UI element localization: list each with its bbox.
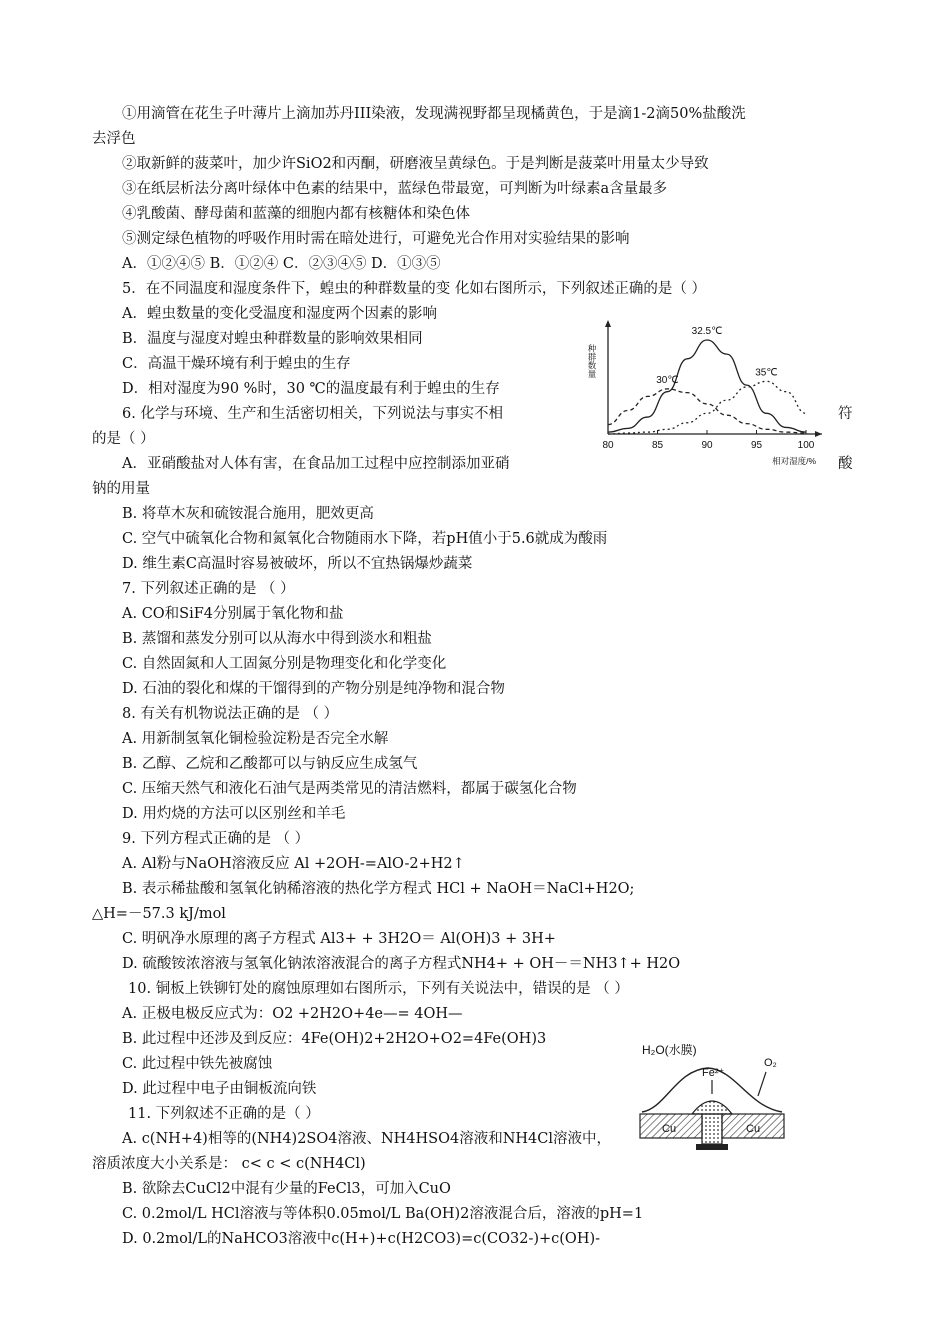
x-axis-arrow bbox=[815, 431, 822, 437]
text-line: D. 用灼烧的方法可以区别丝和羊毛 bbox=[122, 806, 346, 822]
text-line: C．高温干燥环境有利于蝗虫的生存 bbox=[122, 356, 351, 372]
text-line: B. 将草木灰和硫铵混合施用，肥效更高 bbox=[122, 506, 374, 522]
label-cu-left: Cu bbox=[662, 1123, 677, 1135]
text-line: ①用滴管在花生子叶薄片上滴加苏丹III染液，发现满视野都呈现橘黄色，于是滴1-2滴50%盐酸洗 bbox=[122, 106, 746, 122]
text-line: ②取新鲜的菠菜叶，加少许SiO2和丙酮，研磨液呈黄绿色。于是判断是菠菜叶用量太少导致 bbox=[122, 156, 709, 172]
iron-rivet-head bbox=[692, 1101, 732, 1114]
text-line: 10. 铜板上铁铆钉处的腐蚀原理如右图所示，下列有关说法中，错误的是 （ ） bbox=[128, 981, 629, 997]
text-line: B. 表示稀盐酸和氢氧化钠稀溶液的热化学方程式 HCl + NaOH＝NaCl+H2O; bbox=[122, 881, 635, 897]
text-line: A. CO和SiF4分别属于氧化物和盐 bbox=[122, 606, 344, 622]
text-line: 7. 下列叙述正确的是 （ ） bbox=[122, 581, 295, 597]
iron-rivet-base bbox=[696, 1144, 728, 1150]
chart-labels bbox=[587, 326, 816, 466]
x-tick-label: 80 bbox=[602, 440, 614, 451]
text-line: 去浮色 bbox=[92, 131, 136, 147]
text-line: 5．在不同温度和湿度条件下，蝗虫的种群数量的变 化如右图所示，下列叙述正确的是（ ） bbox=[122, 281, 706, 297]
text-line: C. 自然固氮和人工固氮分别是物理变化和化学变化 bbox=[122, 656, 447, 672]
line-fragment-suan: 酸 bbox=[838, 456, 853, 472]
chart-series bbox=[608, 340, 806, 434]
locust-population-chart bbox=[586, 318, 838, 468]
y-axis-label: 种群数量 bbox=[587, 344, 597, 378]
text-line: 6. 化学与环境、生产和生活密切相关，下列说法与事实不相 bbox=[122, 406, 503, 422]
text-line: ③在纸层析法分离叶绿体中色素的结果中，蓝绿色带最宽，可判断为叶绿素a含量最多 bbox=[122, 181, 668, 197]
iron-rivet-shank bbox=[702, 1114, 722, 1144]
text-line: C. 0.2mol/L HCl溶液与等体积0.05mol/L Ba(OH)2溶液混合后，溶液的pH=1 bbox=[122, 1206, 644, 1222]
label-o2: O₂ bbox=[764, 1057, 777, 1069]
text-line: ④乳酸菌、酵母菌和蓝藻的细胞内都有核糖体和染色体 bbox=[122, 206, 470, 222]
text-line: 11. 下列叙述不正确的是（ ） bbox=[128, 1106, 320, 1122]
series-label: 35℃ bbox=[755, 367, 778, 379]
x-tick-label: 95 bbox=[750, 440, 763, 451]
x-axis-label: 相对湿度/% bbox=[772, 456, 816, 466]
text-line: 8. 有关有机物说法正确的是 （ ） bbox=[122, 706, 339, 722]
text-line: C. 空气中硫氧化合物和氮氧化合物随雨水下降，若pH值小于5.6就成为酸雨 bbox=[122, 531, 608, 547]
text-line: A. 正极电极反应式为：O2 +2H2O+4e—= 4OH— bbox=[122, 1006, 463, 1022]
chart-axes bbox=[605, 320, 822, 437]
series-line-2 bbox=[608, 381, 806, 434]
y-axis-arrow bbox=[605, 320, 611, 327]
text-line: 溶质浓度大小关系是： c< c < c(NH4Cl) bbox=[92, 1156, 366, 1172]
text-line: B. 欲除去CuCl2中混有少量的FeCl3，可加入CuO bbox=[122, 1181, 451, 1197]
text-line: 9. 下列方程式正确的是 （ ） bbox=[122, 831, 310, 847]
series-line-0 bbox=[608, 389, 806, 433]
text-line: C. 此过程中铁先被腐蚀 bbox=[122, 1056, 273, 1072]
x-tick-label: 90 bbox=[701, 440, 713, 451]
text-line: D. 0.2mol/L的NaHCO3溶液中c(H+)+c(H2CO3)=c(CO32-)+c(OH)- bbox=[122, 1231, 601, 1247]
text-line: D. 硫酸铵浓溶液与氢氧化钠浓溶液混合的离子方程式NH4+ + OH－＝NH3↑+ H2O bbox=[122, 956, 681, 972]
text-line: C. 明矾净水原理的离子方程式 Al3+ + 3H2O＝ Al(OH)3 + 3H+ bbox=[122, 931, 556, 947]
text-line: A. c(NH+4)相等的(NH4)2SO4溶液、NH4HSO4溶液和NH4Cl溶液中， bbox=[122, 1131, 612, 1147]
text-line: A．亚硝酸盐对人体有害，在食品加工过程中应控制添加亚硝 bbox=[122, 456, 510, 472]
x-tick-label: 85 bbox=[651, 440, 664, 451]
text-line: ⑤测定绿色植物的呼吸作用时需在暗处进行，可避免光合作用对实验结果的影响 bbox=[122, 231, 630, 247]
text-line: A．①②④⑤ B．①②④ C．②③④⑤ D．①③⑤ bbox=[122, 256, 441, 272]
text-line: B．温度与湿度对蝗虫种群数量的影响效果相同 bbox=[122, 331, 423, 347]
line-fragment-fu: 符 bbox=[838, 406, 853, 422]
label-water-film: H₂O(水膜) bbox=[642, 1043, 697, 1057]
text-line: D. 此过程中电子由铜板流向铁 bbox=[122, 1081, 317, 1097]
text-line: A．蝗虫数量的变化受温度和湿度两个因素的影响 bbox=[122, 306, 437, 322]
text-line: A. 用新制氢氧化铜检验淀粉是否完全水解 bbox=[122, 731, 389, 747]
text-line: 钠的用量 bbox=[92, 481, 150, 497]
series-label: 32.5℃ bbox=[691, 326, 723, 337]
text-line: D．相对湿度为90 %时，30 ℃的温度最有利于蝗虫的生存 bbox=[122, 381, 500, 397]
text-line: B. 乙醇、乙烷和乙酸都可以与钠反应生成氢气 bbox=[122, 756, 418, 772]
label-cu-right: Cu bbox=[746, 1123, 761, 1135]
text-line: C. 压缩天然气和液化石油气是两类常见的清洁燃料，都属于碳氢化合物 bbox=[122, 781, 577, 797]
corrosion-diagram bbox=[636, 1040, 788, 1162]
text-line: 的是（ ） bbox=[92, 431, 155, 447]
text-line: B. 蒸馏和蒸发分别可以从海水中得到淡水和粗盐 bbox=[122, 631, 432, 647]
text-line: A. Al粉与NaOH溶液反应 Al +2OH-=AlO-2+H2↑ bbox=[122, 856, 465, 872]
series-label: 30℃ bbox=[656, 374, 679, 386]
x-tick-label: 100 bbox=[797, 440, 815, 451]
text-line: D. 石油的裂化和煤的干馏得到的产物分别是纯净物和混合物 bbox=[122, 681, 505, 697]
text-line: D. 维生素C高温时容易被破坏，所以不宜热锅爆炒蔬菜 bbox=[122, 556, 473, 572]
label-fe-ion: Fe²⁺ bbox=[702, 1067, 725, 1079]
text-line: B. 此过程中还涉及到反应：4Fe(OH)2+2H2O+O2=4Fe(OH)3 bbox=[122, 1031, 547, 1047]
text-line: △H=－57.3 kJ/mol bbox=[92, 906, 226, 922]
